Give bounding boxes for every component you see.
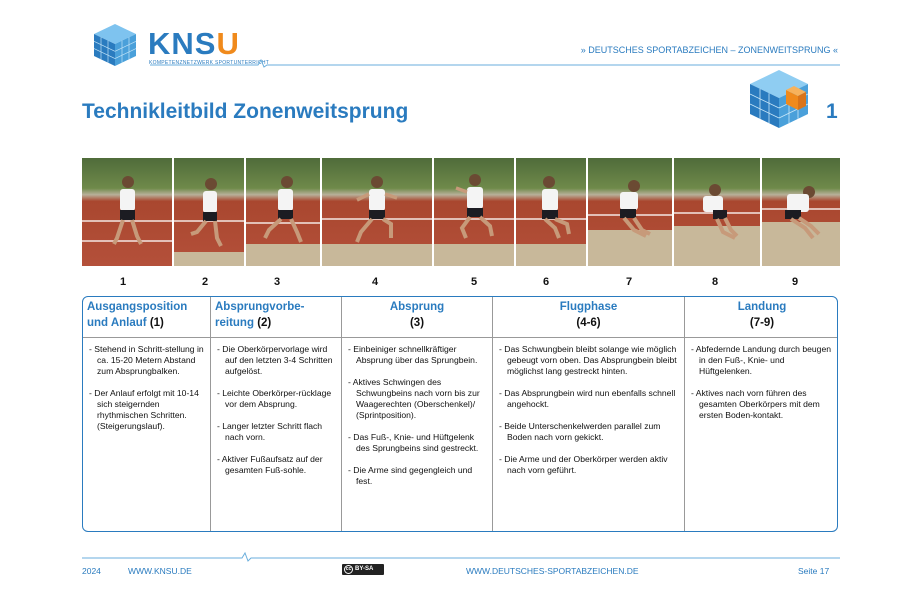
- column-text: [211, 344, 341, 487]
- brand-name: KNSU: [148, 26, 240, 61]
- cube-logo-icon: [92, 22, 138, 68]
- photo-number: 9: [792, 276, 799, 288]
- column-text: [685, 344, 838, 432]
- column-text: [83, 344, 210, 443]
- photo-number: 2: [202, 276, 209, 288]
- photo-number: 7: [626, 276, 633, 288]
- technique-table: [82, 296, 838, 532]
- column-text: [342, 344, 492, 498]
- athlete-figure: [187, 172, 231, 252]
- photo-6: [516, 158, 586, 266]
- cube-corner-icon: [748, 68, 810, 130]
- list-item: - Beide Unterschenkelwerden parallel zum Boden nach vorn gekickt.: [499, 421, 661, 442]
- athlete-figure: [695, 172, 739, 252]
- column-heading: Absprungvorbe- reitung (2): [215, 301, 305, 329]
- list-item: - Aktives nach vorn führen des gesamten Oberkörpers mit dem ersten Boden-kontakt.: [691, 388, 820, 420]
- page-title: Technikleitbild Zonenweitsprung: [82, 100, 409, 123]
- list-item: - Das Fuß-, Knie- und Hüftgelenk des Sprungbeins sind gestreckt.: [348, 432, 479, 453]
- photo-number: 6: [543, 276, 550, 288]
- photo-number: 8: [712, 276, 719, 288]
- column-heading: Absprung (3): [389, 301, 445, 329]
- column-anlauf: [83, 297, 211, 531]
- footer-divider: [82, 552, 840, 562]
- photo-8: [674, 158, 760, 266]
- list-item: - Die Arme sind gegengleich und fest.: [348, 465, 473, 486]
- photo-number: 4: [372, 276, 379, 288]
- list-item: - Der Anlauf erfolgt mit 10-14 sich steigernden rhythmischen Schritten. (Steigerungslauf).: [89, 388, 199, 431]
- athlete-figure: [608, 172, 652, 252]
- footer-page: Seite 17: [798, 566, 830, 576]
- cc-icon: cc: [345, 566, 352, 572]
- list-item: - Leichte Oberkörper-rücklage vor dem Absprung.: [217, 388, 332, 409]
- page-number: 1: [826, 100, 838, 123]
- list-item: - Aktives Schwingen des Schwungbeins nach vorn bis zur Waagerechten (Oberschenkel)/ (Sprintposition).: [348, 377, 480, 420]
- footer-site-link[interactable]: WWW.KNSU.DE: [128, 566, 192, 576]
- photo-3: [246, 158, 320, 266]
- photo-number: 5: [471, 276, 478, 288]
- list-item: - Einbeiniger schnellkräftiger Absprung über das Sprungbein.: [348, 344, 478, 365]
- athlete-figure: [355, 172, 399, 252]
- athlete-figure: [529, 172, 573, 252]
- photo-number: 1: [120, 276, 127, 288]
- list-item: - Das Schwungbein bleibt solange wie möglich gebeugt vorn oben. Das Absprungbein bleibt möglichst lang gestreckt hinten.: [499, 344, 677, 376]
- photo-numbers: [82, 276, 840, 290]
- list-item: - Die Oberkörpervorlage wird auf den letzten 3-4 Schritten aufgelöst.: [217, 344, 333, 376]
- column-heading: Landung (7-9): [737, 301, 787, 329]
- list-item: - Stehend in Schritt-stellung in ca. 15-20 Metern Abstand zum Absprungbalken.: [89, 344, 204, 376]
- list-item: - Aktiver Fußaufsatz auf der gesamten Fuß-sohle.: [217, 454, 323, 475]
- list-item: - Abfedernde Landung durch beugen in den Fuß-, Knie- und Hüftgelenken.: [691, 344, 832, 376]
- list-item: - Das Absprungbein wird nun ebenfalls schnell angehockt.: [499, 388, 676, 409]
- column-absprungvorbereitung: [211, 297, 342, 531]
- photo-2: [174, 158, 244, 266]
- photo-1: [82, 158, 172, 266]
- column-flugphase: [493, 297, 685, 531]
- footer-year: 2024: [82, 566, 101, 576]
- column-heading: Flugphase (4-6): [559, 301, 618, 329]
- list-item: - Langer letzter Schritt flach nach vorn.: [217, 421, 323, 442]
- photo-4: [322, 158, 432, 266]
- photo-number: 3: [274, 276, 281, 288]
- athlete-figure: [105, 172, 149, 252]
- column-landung: [685, 297, 838, 531]
- photo-7: [588, 158, 672, 266]
- athlete-figure: [261, 172, 305, 252]
- footer-sportabzeichen-link[interactable]: WWW.DEUTSCHES-SPORTABZEICHEN.DE: [466, 566, 639, 576]
- photo-5: [434, 158, 514, 266]
- photo-sequence: [82, 158, 840, 266]
- series-label: » DEUTSCHES SPORTABZEICHEN – ZONENWEITSPRUNG «: [580, 45, 838, 55]
- column-heading: Ausgangsposition und Anlauf (1): [87, 301, 188, 329]
- list-item: - Die Arme und der Oberkörper werden aktiv nach vorn geführt.: [499, 454, 668, 475]
- header-divider: [150, 58, 840, 68]
- photo-9: [762, 158, 840, 266]
- athlete-figure: [452, 172, 496, 252]
- column-absprung: [342, 297, 493, 531]
- column-text: [493, 344, 684, 487]
- brand-subtitle: KOMPETENZNETZWERK SPORTUNTERRICHT: [149, 60, 270, 66]
- cc-license-badge: cc BY-SA: [342, 564, 384, 575]
- athlete-figure: [779, 172, 823, 252]
